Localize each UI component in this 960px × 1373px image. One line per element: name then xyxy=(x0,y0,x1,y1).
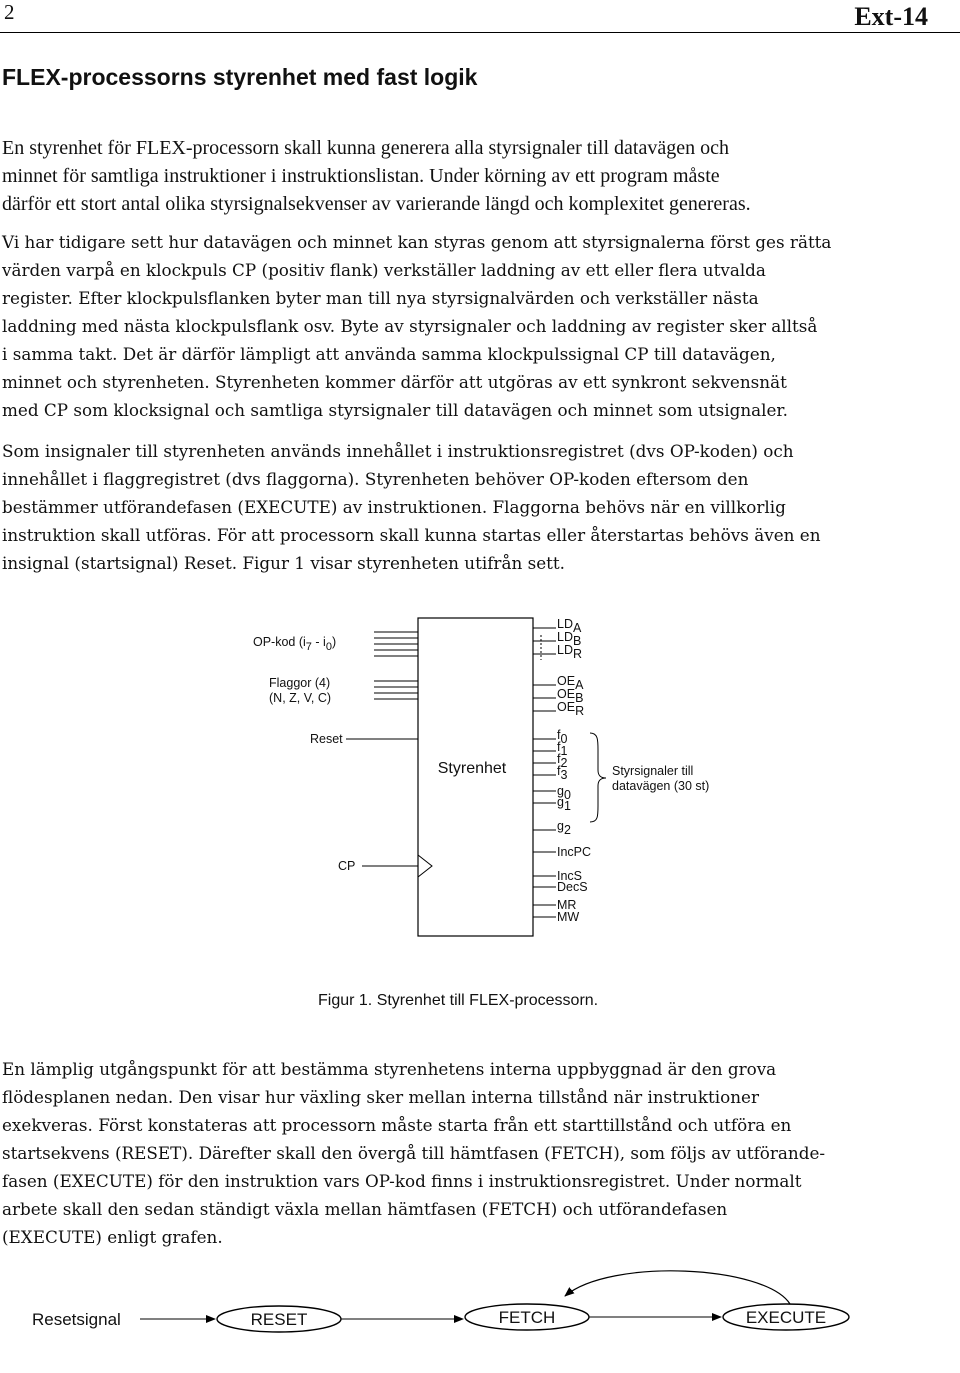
input-cp-label: CP xyxy=(338,859,356,873)
output-decs: DecS xyxy=(557,880,588,894)
flow-state-fetch-label: FETCH xyxy=(498,1308,556,1327)
paragraph-intro: En styrenhet för FLEX-processorn skall kunna generera alla styrsignaler till datavägen och minnet för samtliga instruktioner i instruktionslistan. Under körning av ett program måste därför ett stort antal olika styrsignalsekvenser av varierande längd och komplexitet genereras. xyxy=(2,137,751,215)
header-rule xyxy=(0,32,960,33)
output-mr: MR xyxy=(557,898,577,912)
brace-label: datavägen (30 st) xyxy=(612,779,710,793)
output-incs: IncS xyxy=(557,869,583,883)
flow-loop-arrow xyxy=(565,1271,790,1304)
input-flaggor-label: Flaggor (4) xyxy=(269,676,331,690)
output-g1: g1 xyxy=(557,795,571,813)
output-oe-r: OER xyxy=(557,700,585,718)
styrenhet-label: Styrenhet xyxy=(437,760,507,777)
output-f3: f3 xyxy=(557,764,568,782)
paragraph-flow: En lämplig utgångspunkt för att bestämma styrenhetens interna uppbyggnad är den grova flödesplanen nedan. Den visar hur växling sker mellan interna tillstånd när instruktioner exekveras. Först konstateras att processorn måste starta från ett starttillstånd och utföra en startsekvens (RESET). Därefter skall den övergå till hämtfasen (FETCH), som följs av utförande- fasen (EXECUTE) för den instruktion vars OP-kod finns i instruktionsregistret. Under normalt arbete skall den sedan ständigt växla mellan hämtfasen (FETCH) och utförandefasen (EXECUTE) enligt grafen. xyxy=(2,1059,826,1247)
output-ld-b: LDB xyxy=(557,630,582,648)
output-incpc: IncPC xyxy=(557,845,592,859)
document-code: Ext-14 xyxy=(854,2,928,31)
flow-resetsignal-label: Resetsignal xyxy=(32,1310,121,1329)
output-brace xyxy=(590,733,606,822)
paragraph-clock: Vi har tidigare sett hur datavägen och minnet kan styras genom att styrsignalerna först ges rätta värden varpå en klockpuls CP (positiv flank) verkställer laddning av ett eller flera utvalda register. Efter klockpulsflanken byter man till nya styrsignalvärden och verkställer nästa laddning med nästa klockpulsflank osv. Byte av styrsignaler och laddning av register sker alltså i samma takt. Det är därför lämpligt att använda samma klockpulssignal CP till datavägen, minnet och styrenheten. Styrenheten kommer därför att utgöras av ett synkront sekvensnät med CP som klocksignal och samtliga styrsignaler till datavägen och minnet som utsignaler. xyxy=(2,232,832,420)
output-oe-a: OEA xyxy=(557,674,584,692)
output-g2: g2 xyxy=(557,819,571,837)
figure-styrenhet xyxy=(0,600,960,980)
flow-state-execute-label: EXECUTE xyxy=(745,1308,827,1327)
flow-graph xyxy=(0,1255,960,1365)
input-flaggor-label: (N, Z, V, C) xyxy=(269,691,332,705)
output-f0: f0 xyxy=(557,728,568,746)
output-mw: MW xyxy=(557,910,580,924)
input-reset-label: Reset xyxy=(310,732,343,746)
page-title: FLEX-processorns styrenhet med fast logik xyxy=(2,64,478,90)
output-g0: g0 xyxy=(557,784,571,802)
input-opkod-label: OP-kod (i7 - i0) xyxy=(253,635,337,653)
output-f2: f2 xyxy=(557,752,568,770)
figure-caption: Figur 1. Styrenhet till FLEX-processorn. xyxy=(318,992,599,1009)
styrenhet-box xyxy=(418,618,533,936)
output-ld-a: LDA xyxy=(557,617,582,635)
clock-input-triangle xyxy=(418,855,432,877)
page-number: 2 xyxy=(4,0,15,24)
output-oe-b: OEB xyxy=(557,687,584,705)
output-f1: f1 xyxy=(557,740,568,758)
paragraph-inputs: Som insignaler till styrenheten används innehållet i instruktionsregistret (dvs OP-koden) och innehållet i flaggregistret (dvs flaggorna). Styrenheten behöver OP-koden eftersom den bestämmer utförandefasen (EXECUTE) av instruktionen. Flaggorna behövs när en villkorlig instruktion skall utföras. För att processorn skall kunna startas eller återstartas behövs även en insignal (startsignal) Reset. Figur 1 visar styrenheten utifrån sett. xyxy=(2,441,821,573)
flow-state-reset-label: RESET xyxy=(250,1310,308,1329)
brace-label: Styrsignaler till xyxy=(612,764,694,778)
output-ld-r: LDR xyxy=(557,643,583,661)
